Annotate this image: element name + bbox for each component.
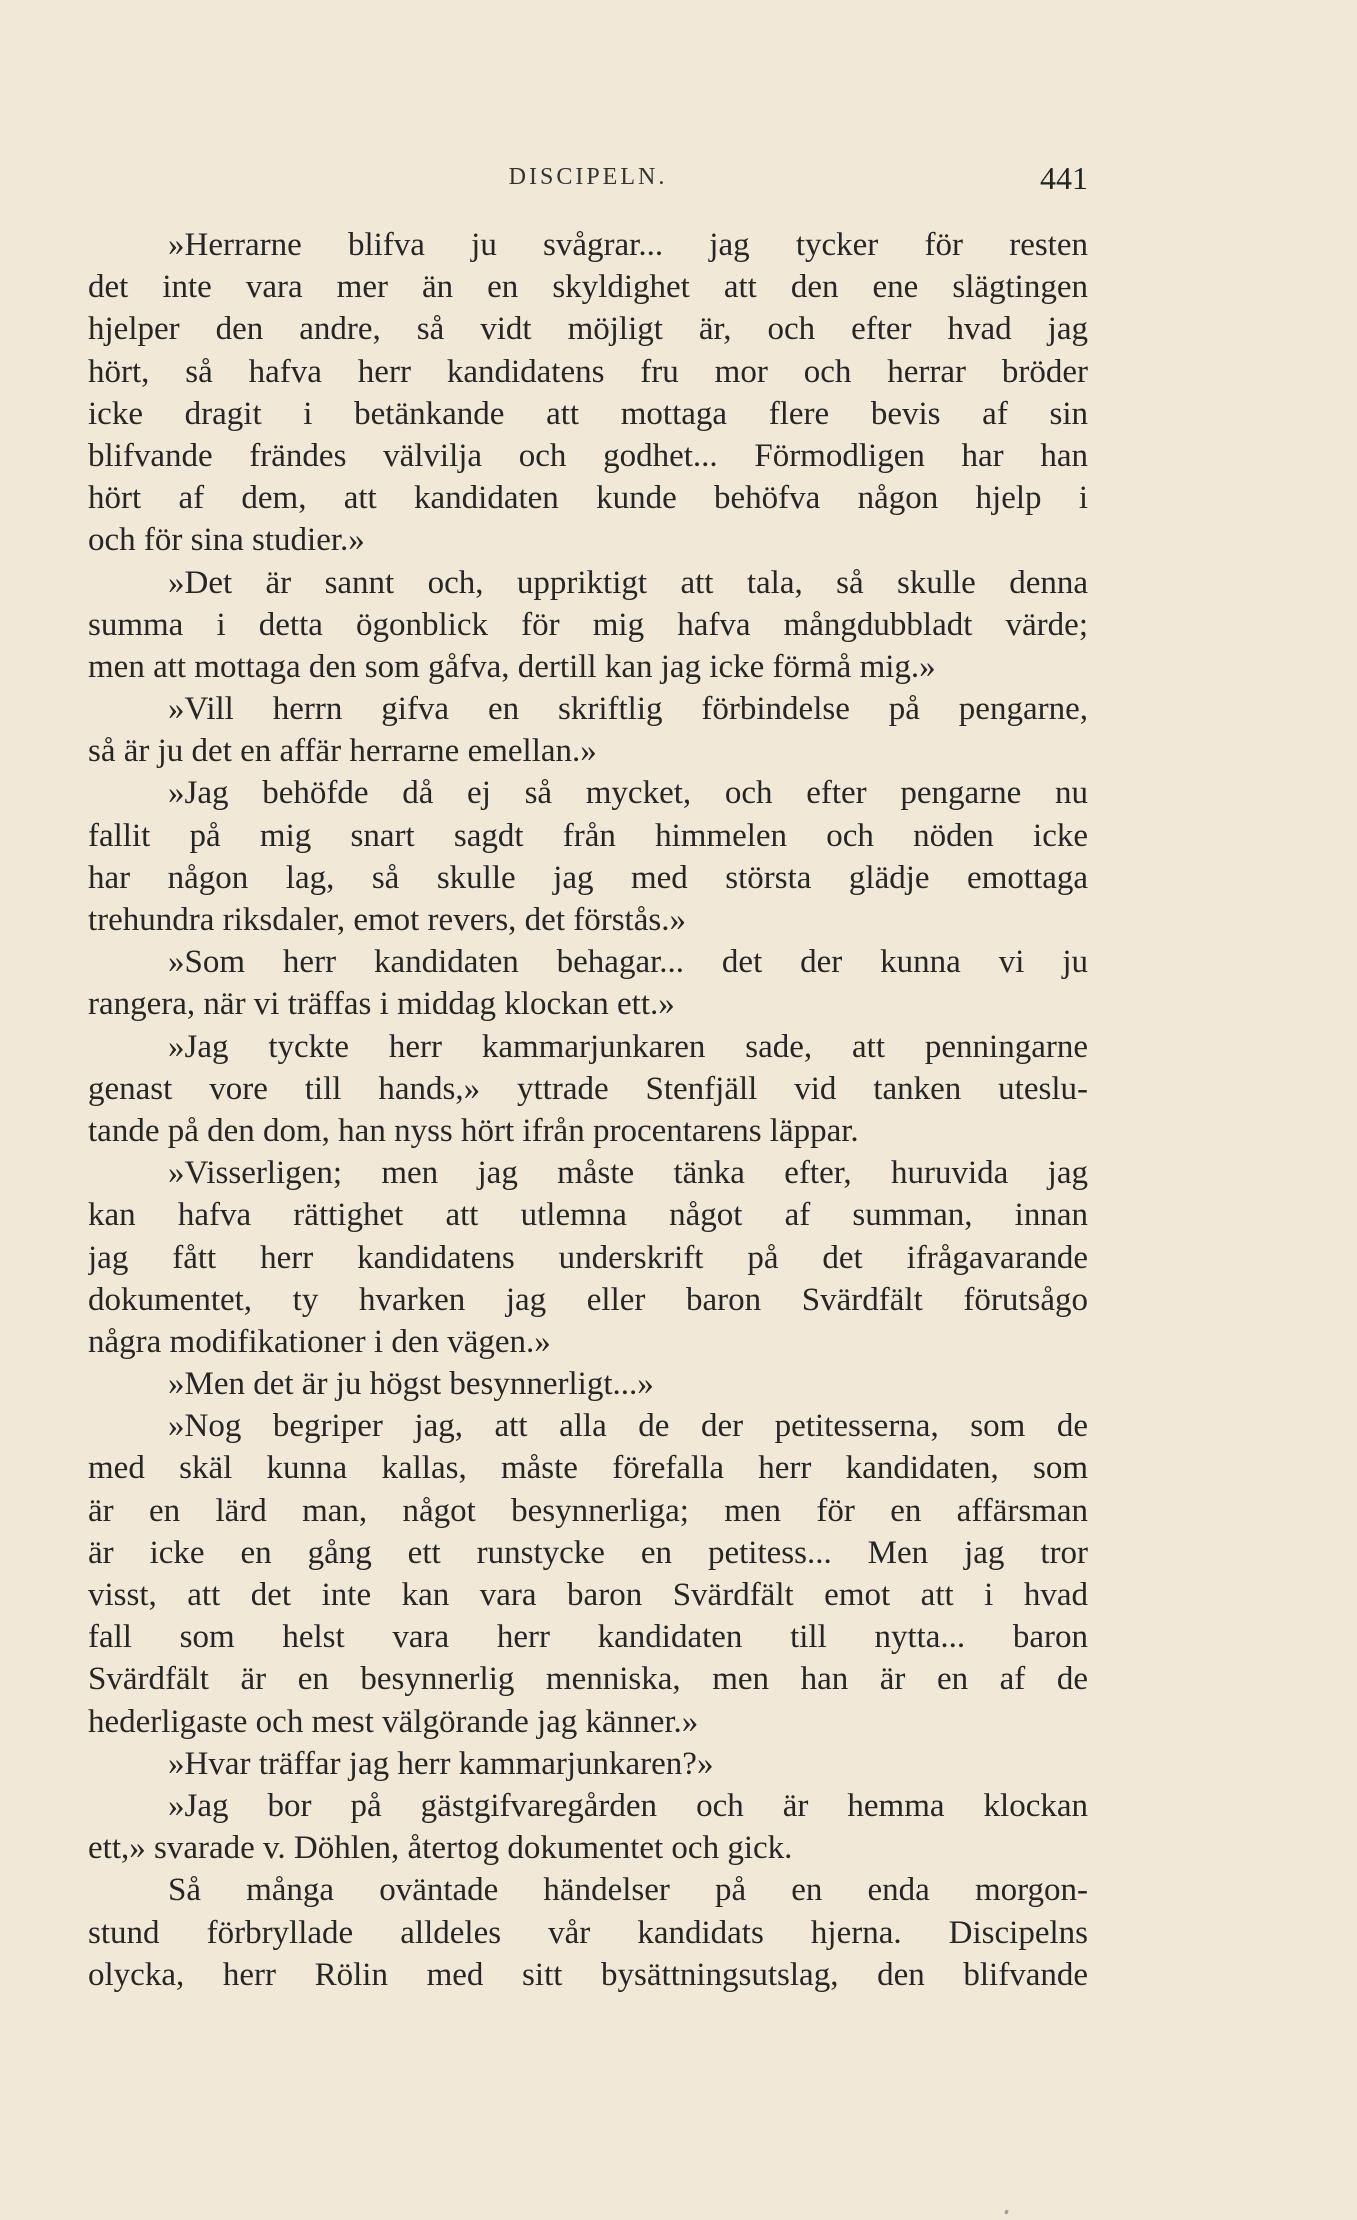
text-line: genast vore till hands,» yttrade Stenfjäll vid tanken uteslu- [88,1070,1088,1107]
text-line: ett,» svarade v. Döhlen, återtog dokumentet och gick. [88,1830,793,1867]
text-line: har någon lag, så skulle jag med största glädje emottaga [88,859,1088,896]
text-line: är en lärd man, något besynnerliga; men för en affärsman [88,1492,1088,1529]
text-line: stund förbryllade alldeles vår kandidats hjerna. Discipelns [88,1914,1088,1951]
text-line: kan hafva rättighet att utlemna något af summan, innan [88,1197,1088,1234]
text-line: fall som helst vara herr kandidaten till nytta... baron [88,1619,1088,1656]
text-line: hjelper den andre, så vidt möjligt är, och efter hvad jag [88,311,1088,348]
text-line: men att mottaga den som gåfva, dertill kan jag icke förmå mig.» [88,648,936,685]
text-line: icke dragit i betänkande att mottaga flere bevis af sin [88,395,1088,432]
text-line: Svärdfält är en besynnerlig menniska, men han är en af de [88,1661,1088,1698]
text-line: och för sina studier.» [88,522,365,559]
text-line: hört af dem, att kandidaten kunde behöfva någon hjelp i [88,480,1088,517]
text-line: hederligaste och mest välgörande jag känner.» [88,1703,699,1740]
text-line: »Jag tyckte herr kammarjunkaren sade, att penningarne [168,1028,1088,1065]
text-line: »Visserligen; men jag måste tänka efter, huruvida jag [168,1155,1088,1192]
text-line: fallit på mig snart sagdt från himmelen och nöden icke [88,817,1088,854]
text-line: »Det är sannt och, uppriktigt att tala, så skulle denna [168,564,1088,601]
text-line: olycka, herr Rölin med sitt bysättningsutslag, den blifvande [88,1956,1088,1993]
text-line: »Jag behöfde då ej så mycket, och efter pengarne nu [168,775,1088,812]
text-line: »Som herr kandidaten behagar... det der kunna vi ju [168,944,1088,981]
text-line: det inte vara mer än en skyldighet att den ene slägtingen [88,269,1088,306]
text-line: Så många oväntade händelser på en enda morgon- [168,1872,1088,1909]
text-line: rangera, när vi träffas i middag klockan ett.» [88,986,675,1023]
text-line: »Men det är ju högst besynnerligt...» [168,1366,654,1403]
text-line: »Hvar träffar jag herr kammarjunkaren?» [168,1745,714,1782]
text-line: trehundra riksdaler, emot revers, det förstås.» [88,902,686,938]
text-line: visst, att det inte kan vara baron Svärdfält emot att i hvad [88,1577,1088,1613]
text-line: »Vill herrn gifva en skriftlig förbindelse på pengarne, [168,691,1088,728]
text-line: tande på den dom, han nyss hört ifrån procentarens läppar. [88,1112,859,1149]
stray-mark [1004,2210,1008,2215]
text-line: »Nog begriper jag, att alla de der petitesserna, som de [168,1408,1088,1445]
text-line: jag fått herr kandidatens underskrift på det ifrågavarande [88,1239,1088,1276]
running-title: DISCIPELN. [508,164,668,190]
text-line: »Herrarne blifva ju svågrar... jag tycker för resten [168,227,1088,263]
text-line: så är ju det en affär herrarne emellan.» [88,733,597,770]
page-number: 441 [1040,160,1088,196]
text-line: några modifikationer i den vägen.» [88,1323,551,1360]
text-line: dokumentet, ty hvarken jag eller baron Svärdfält förutsågo [88,1281,1088,1318]
text-line: är icke en gång ett runstycke en petitess... Men jag tror [88,1534,1088,1571]
text-line: hört, så hafva herr kandidatens fru mor och herrar bröder [88,353,1088,390]
text-line: summa i detta ögonblick för mig hafva mångdubbladt värde; [88,606,1088,643]
text-line: med skäl kunna kallas, måste förefalla herr kandidaten, som [88,1450,1088,1487]
text-line: blifvande frändes välvilja och godhet... Förmodligen har han [88,437,1088,474]
body-text [88,224,1088,1996]
page-header [88,160,1088,200]
text-line: »Jag bor på gästgifvaregården och är hemma klockan [168,1787,1088,1824]
